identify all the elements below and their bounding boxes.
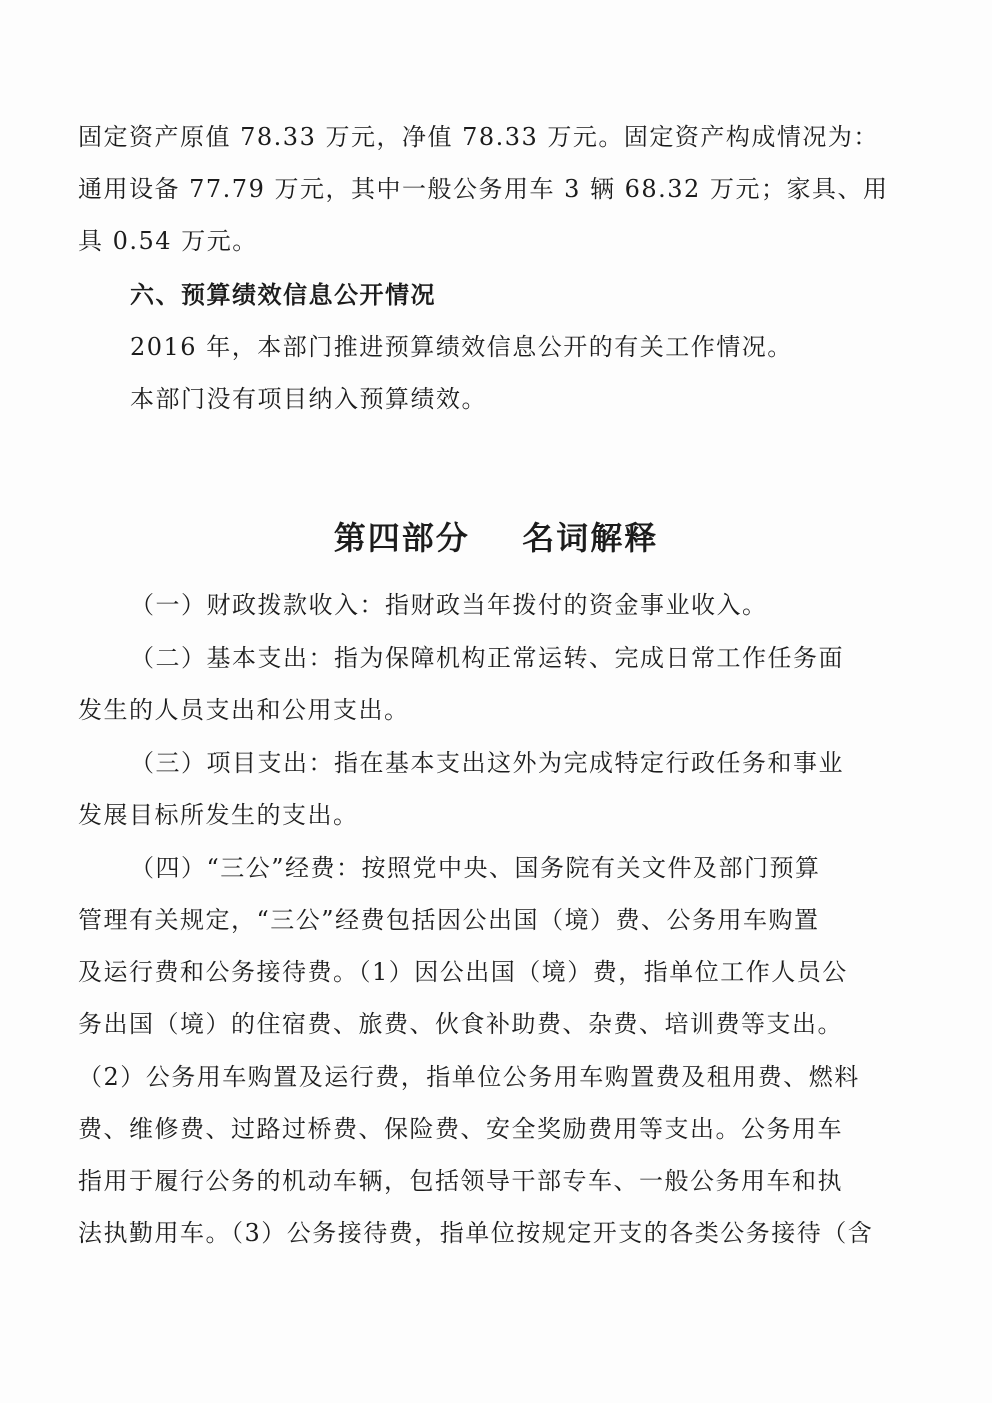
paragraph-line: 本部门没有项目纳入预算绩效。 <box>130 385 487 413</box>
paragraph-line: （四）“三公”经费：按照党中央、国务院有关文件及部门预算 <box>130 854 821 882</box>
paragraph-line: 具 0.54 万元。 <box>78 227 258 255</box>
paragraph-line: 2016 年，本部门推进预算绩效信息公开的有关工作情况。 <box>130 333 793 361</box>
paragraph-line: 管理有关规定，“三公”经费包括因公出国（境）费、公务用车购置 <box>78 906 820 934</box>
paragraph-line: 发生的人员支出和公用支出。 <box>78 696 410 724</box>
paragraph-line: （二）基本支出：指为保障机构正常运转、完成日常工作任务面 <box>130 644 844 672</box>
paragraph-line: 指用于履行公务的机动车辆，包括领导干部专车、一般公务用车和执 <box>78 1167 843 1195</box>
paragraph-line: 通用设备 77.79 万元，其中一般公务用车 3 辆 68.32 万元；家具、用 <box>78 175 889 203</box>
paragraph-line: 务出国（境）的住宿费、旅费、伙食补助费、杂费、培训费等支出。 <box>78 1010 843 1038</box>
paragraph-line: （2）公务用车购置及运行费，指单位公务用车购置费及租用费、燃料 <box>78 1063 860 1091</box>
paragraph-line: 费、维修费、过路过桥费、保险费、安全奖励费用等支出。公务用车 <box>78 1115 843 1143</box>
paragraph-line: （一）财政拨款收入：指财政当年拨付的资金事业收入。 <box>130 591 768 619</box>
paragraph-line: 法执勤用车。（3）公务接待费，指单位按规定开支的各类公务接待（含 <box>78 1219 874 1247</box>
part-title: 第四部分 名词解释 <box>333 519 659 557</box>
paragraph-line: 发展目标所发生的支出。 <box>78 801 359 829</box>
section-heading: 六、预算绩效信息公开情况 <box>130 281 436 309</box>
paragraph-line: 固定资产原值 78.33 万元，净值 78.33 万元。固定资产构成情况为： <box>78 123 879 151</box>
paragraph-line: （三）项目支出：指在基本支出这外为完成特定行政任务和事业 <box>130 749 844 777</box>
paragraph-line: 及运行费和公务接待费。（1）因公出国（境）费，指单位工作人员公 <box>78 958 848 986</box>
